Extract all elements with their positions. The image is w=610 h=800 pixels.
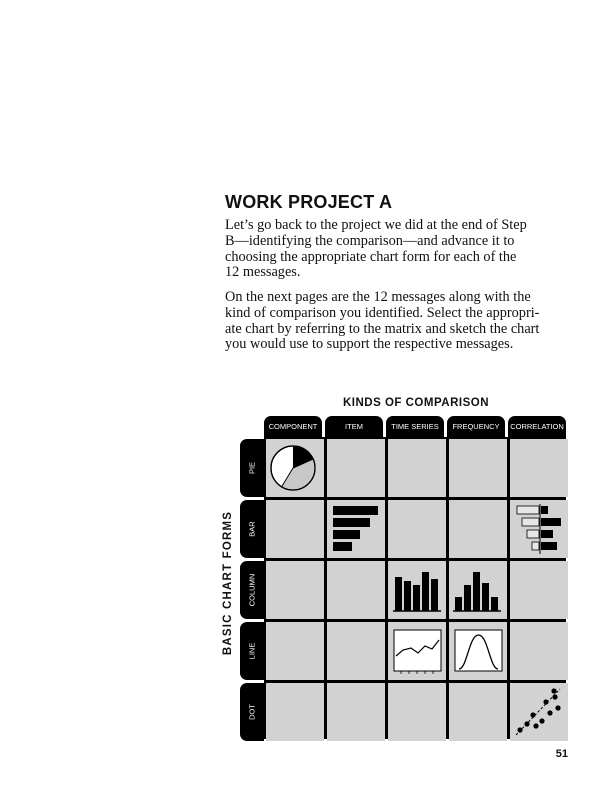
column-header-time-series: TIME SERIES bbox=[386, 416, 444, 437]
text-line: B—identifying the comparison—and advance it to bbox=[225, 232, 515, 249]
chart-form-matrix bbox=[264, 437, 566, 739]
cell-bar-time-series bbox=[388, 500, 446, 558]
cell-column-item bbox=[327, 561, 385, 619]
text-line: 12 messages. bbox=[225, 264, 301, 281]
row-label: LINE bbox=[247, 642, 257, 660]
cell-dot-time-series bbox=[388, 683, 446, 741]
row-label: COLUMN bbox=[247, 573, 257, 607]
row-label: DOT bbox=[247, 704, 257, 720]
cell-line-time-series bbox=[388, 622, 446, 680]
cell-dot-component bbox=[266, 683, 324, 741]
page-number: 51 bbox=[555, 748, 568, 760]
row-header-dot bbox=[240, 683, 264, 741]
section-heading: WORK PROJECT A bbox=[225, 192, 393, 212]
cell-column-time-series bbox=[388, 561, 446, 619]
scatter-plot-icon bbox=[510, 683, 568, 741]
pie-chart-icon bbox=[266, 439, 324, 497]
row-label: BAR bbox=[247, 521, 257, 537]
row-header-bar bbox=[240, 500, 264, 558]
cell-bar-correlation bbox=[510, 500, 568, 558]
bell-curve-icon bbox=[449, 622, 507, 680]
column-header-component: COMPONENT bbox=[264, 416, 322, 437]
paired-bar-chart-icon bbox=[510, 500, 568, 558]
cell-dot-frequency bbox=[449, 683, 507, 741]
row-header-pie bbox=[240, 439, 264, 497]
cell-pie-item bbox=[327, 439, 385, 497]
text-line: ate chart by referring to the matrix and sketch the chart bbox=[225, 320, 540, 337]
text-line: kind of comparison you identified. Select the appropri- bbox=[225, 304, 540, 321]
bar-chart-icon bbox=[327, 500, 385, 558]
text-line: you would use to support the respective messages. bbox=[225, 336, 514, 353]
cell-bar-item bbox=[327, 500, 385, 558]
cell-pie-frequency bbox=[449, 439, 507, 497]
cell-line-correlation bbox=[510, 622, 568, 680]
cell-bar-component bbox=[266, 500, 324, 558]
cell-pie-time-series bbox=[388, 439, 446, 497]
cell-pie-correlation bbox=[510, 439, 568, 497]
matrix-title: KINDS OF COMPARISON bbox=[342, 397, 489, 409]
cell-dot-correlation bbox=[510, 683, 568, 741]
cell-column-frequency bbox=[449, 561, 507, 619]
cell-line-frequency bbox=[449, 622, 507, 680]
column-header-correlation: CORRELATION bbox=[508, 416, 566, 437]
column-header-item: ITEM bbox=[325, 416, 383, 437]
intro-paragraph bbox=[225, 218, 570, 281]
column-chart-icon bbox=[388, 561, 446, 619]
cell-line-item bbox=[327, 622, 385, 680]
cell-line-component bbox=[266, 622, 324, 680]
row-label: PIE bbox=[247, 461, 257, 475]
cell-pie-component bbox=[266, 439, 324, 497]
line-chart-icon bbox=[388, 622, 446, 680]
row-header-column bbox=[240, 561, 264, 619]
row-header-line bbox=[240, 622, 264, 680]
text-line: On the next pages are the 12 messages along with the bbox=[225, 289, 531, 305]
cell-column-component bbox=[266, 561, 324, 619]
column-header-frequency: FREQUENCY bbox=[447, 416, 505, 437]
cell-column-correlation bbox=[510, 561, 568, 619]
instruction-paragraph bbox=[225, 290, 570, 353]
cell-dot-item bbox=[327, 683, 385, 741]
cell-bar-frequency bbox=[449, 500, 507, 558]
matrix-side-title: BASIC CHART FORMS bbox=[222, 510, 234, 656]
text-line: Let’s go back to the project we did at the end of Step bbox=[225, 217, 527, 233]
histogram-icon bbox=[449, 561, 507, 619]
text-line: choosing the appropriate chart form for each of the bbox=[225, 248, 517, 265]
